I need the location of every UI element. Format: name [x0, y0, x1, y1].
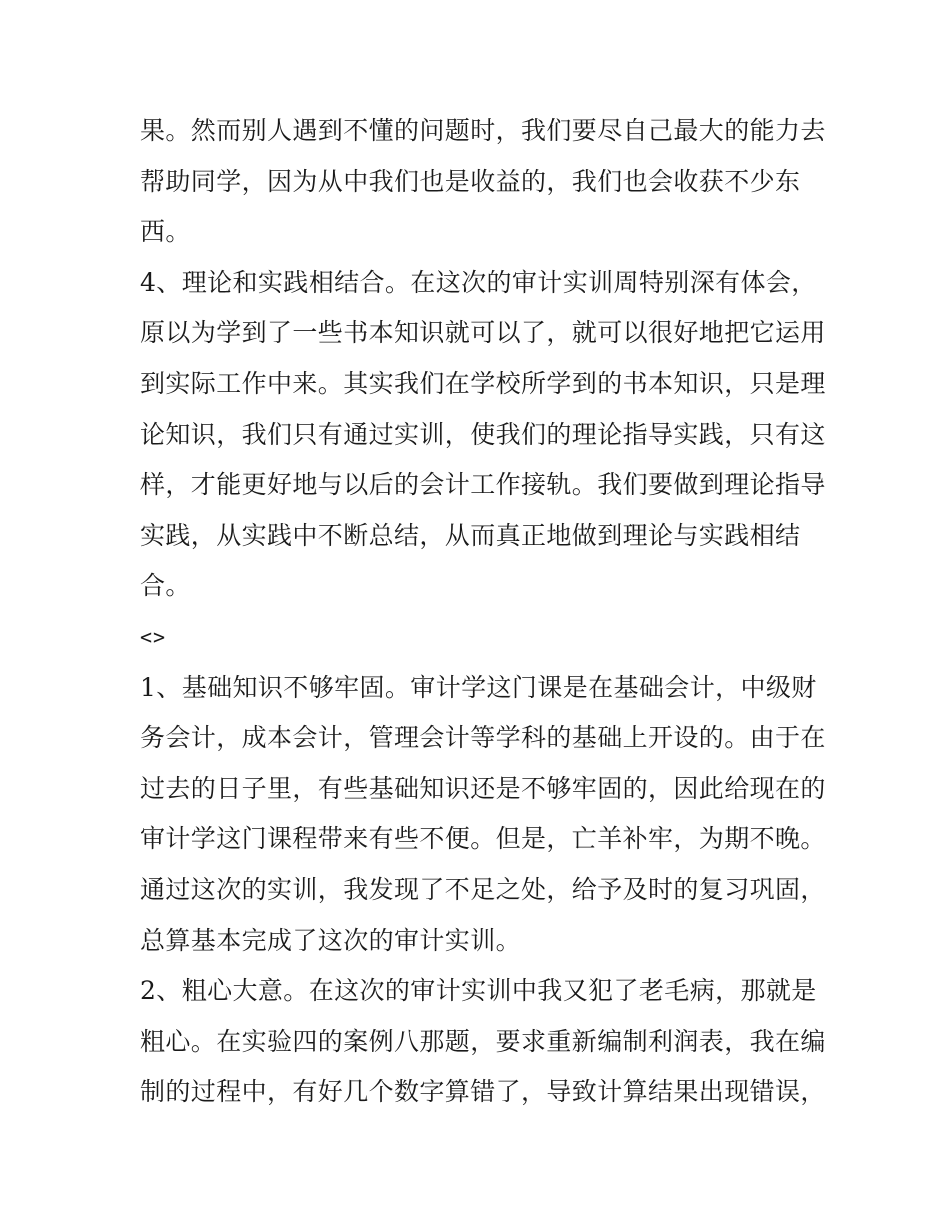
text-line: 通过这次的实训，我发现了不足之处，给予及时的复习巩固， [140, 874, 826, 904]
text-line: 样，才能更好地与以后的会计工作接轨。我们要做到理论指导 [140, 470, 826, 500]
text-line: 过去的日子里，有些基础知识还是不够牢固的，因此给现在的 [140, 773, 826, 803]
document-body [140, 106, 826, 1118]
text-line: 到实际工作中来。其实我们在学校所学到的书本知识，只是理 [140, 368, 826, 398]
text-line: 西。 [140, 217, 191, 247]
text-line: 总算基本完成了这次的审计实训。 [140, 925, 522, 955]
section-marker: <> [140, 624, 167, 649]
text-line: 4、理论和实践相结合。在这次的审计实训周特别深有体会， [140, 267, 817, 297]
text-line: 1、基础知识不够牢固。审计学这门课是在基础会计，中级财 [140, 672, 817, 702]
text-line: 制的过程中，有好几个数字算错了，导致计算结果出现错误， [140, 1077, 826, 1107]
text-line: 2、粗心大意。在这次的审计实训中我又犯了老毛病，那就是 [140, 976, 817, 1006]
text-line: 论知识，我们只有通过实训，使我们的理论指导实践，只有这 [140, 419, 826, 449]
text-line: 果。然而别人遇到不懂的问题时，我们要尽自己最大的能力去 [140, 116, 826, 145]
text-line: 实践，从实践中不断总结，从而真正地做到理论与实践相结 [140, 520, 801, 550]
text-line: 原以为学到了一些书本知识就可以了，就可以很好地把它运用 [140, 318, 826, 348]
text-line: 合。 [140, 571, 191, 601]
text-line: 务会计，成本会计，管理会计等学科的基础上开设的。由于在 [140, 723, 826, 753]
text-line: 粗心。在实验四的案例八那题，要求重新编制利润表，我在编 [140, 1026, 826, 1056]
text-line: 帮助同学，因为从中我们也是收益的，我们也会收获不少东 [140, 166, 801, 196]
text-line: 审计学这门课程带来有些不便。但是，亡羊补牢，为期不晚。 [140, 824, 826, 854]
